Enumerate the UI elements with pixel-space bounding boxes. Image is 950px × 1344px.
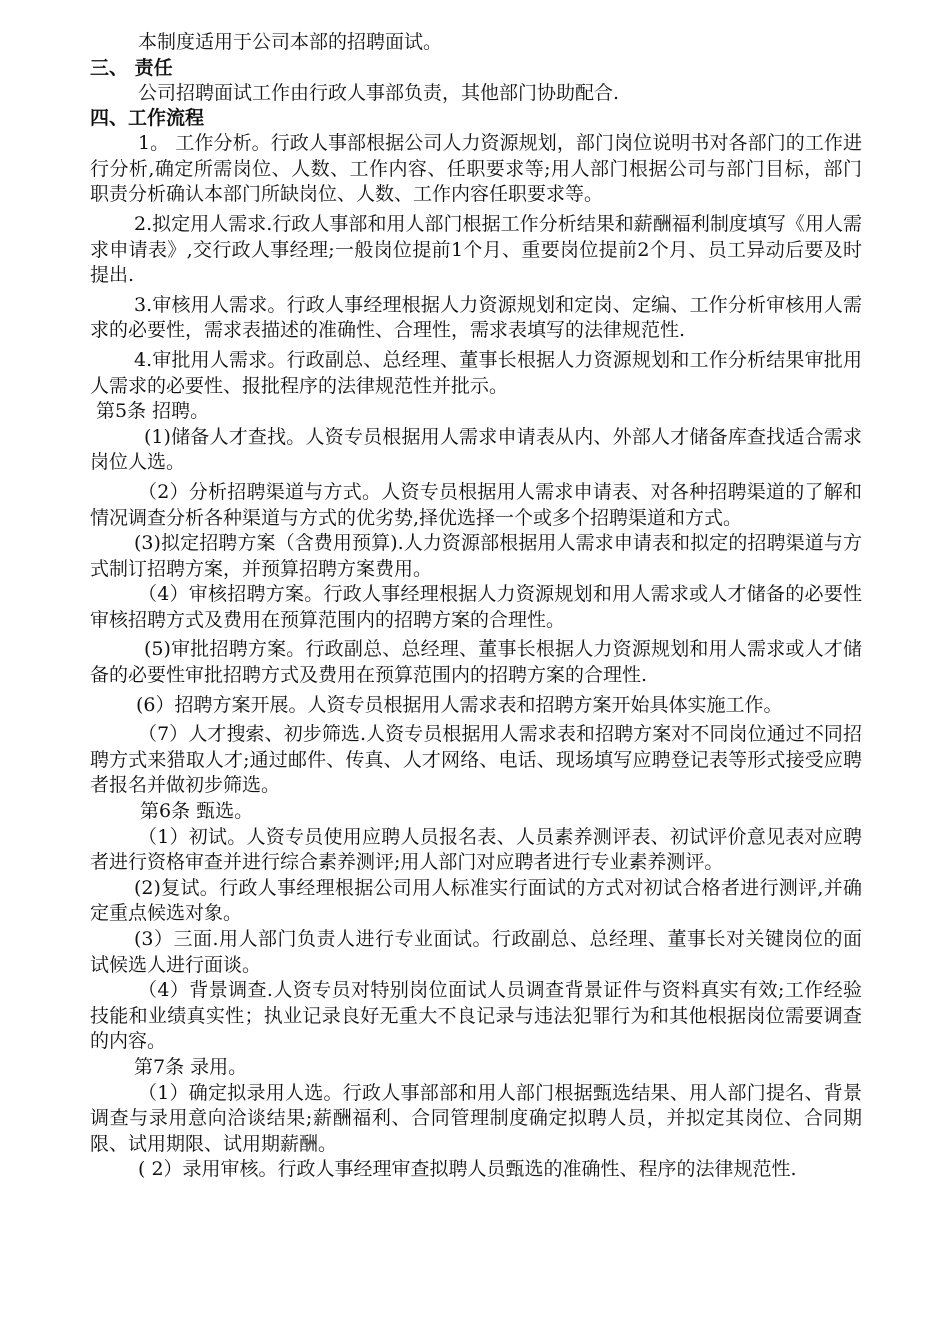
section-4-heading: 四、工作流程 — [90, 107, 205, 130]
step-2-paragraph: 2.拟定用人需求.行政人事部和用人部门根据工作分析结果和薪酬福利制度填写《用人需求申请表》,交行政人事经理;一般岗位提前1个月、重要岗位提前2个月、员工异动后要及时提出. — [90, 212, 862, 287]
document-page — [90, 30, 862, 1183]
article-6-item-2: (2)复试。行政人事经理根据公司用人标准实行面试的方式对初试合格者进行测评,并确定重点候选对象。 — [90, 876, 862, 925]
section-3-heading: 三、 责任 — [90, 56, 173, 79]
step-1-paragraph: 1。 工作分析。行政人事部根据公司人力资源规划，部门岗位说明书对各部门的工作进行分析,确定所需岗位、人数、工作内容、任职要求等;用人部门根据公司与部门目标，部门职责分析确认本部门所缺岗位、人数、工作内容任职要求等。 — [90, 132, 862, 206]
article-5-item-7: （7）人才搜索、初步筛选.人资专员根据用人需求表和招聘方案对不同岗位通过不同招聘方式来猎取人才;通过邮件、传真、人才网络、电话、现场填写应聘登记表等形式接受应聘者报名并做初步筛选。 — [90, 723, 862, 797]
article-7-title: 第7条 录用。 — [134, 1055, 248, 1078]
article-6-item-4: （4）背景调查.人资专员对特别岗位面试人员调查背景证件与资料真实有效;工作经验技能和业绩真实性；执业记录良好无重大不良记录与违法犯罪行为和其他根据岗位需要调查的内容。 — [90, 979, 862, 1053]
article-7-item-2: ( 2）录用审核。行政人事经理审查拟聘人员甄选的准确性、程序的法律规范性. — [138, 1158, 797, 1181]
article-5-item-6: (6）招聘方案开展。人资专员根据用人需求表和招聘方案开始具体实施工作。 — [136, 693, 783, 716]
article-5-title: 第5条 招聘。 — [96, 400, 210, 423]
article-5-item-5: (5)审批招聘方案。行政副总、总经理、董事长根据人力资源规划和用人需求或人才储备的必要性审批招聘方式及费用在预算范围内的招聘方案的合理性. — [90, 638, 862, 687]
article-5-item-3: (3)拟定招聘方案（含费用预算).人力资源部根据用人需求申请表和拟定的招聘渠道与方式制订招聘方案，并预算招聘方案费用。 — [90, 532, 862, 580]
article-5-item-4: （4）审核招聘方案。行政人事经理根据人力资源规划和用人需求或人才储备的必要性审核招聘方式及费用在预算范围内的招聘方案的合理性。 — [90, 583, 862, 631]
article-5-item-1: (1)储备人才查找。人资专员根据用人需求申请表从内、外部人才储备库查找适合需求岗位人选。 — [90, 425, 862, 474]
section-3-body: 公司招聘面试工作由行政人事部负责，其他部门协助配合. — [138, 81, 620, 104]
article-6-item-3: (3）三面.用人部门负责人进行专业面试。行政副总、总经理、董事长对关键岗位的面试候选人进行面谈。 — [90, 928, 862, 976]
article-7-item-1: （1）确定拟录用人选。行政人事部部和用人部门根据甄选结果、用人部门提名、背景调查与录用意向洽谈结果;薪酬福利、合同管理制度确定拟聘人员，并拟定其岗位、合同期限、试用期限、试用期薪酬。 — [90, 1081, 862, 1155]
article-6-item-1: （1）初试。人资专员使用应聘人员报名表、人员素养测评表、初试评价意见表对应聘者进行资格审查并进行综合素养测评;用人部门对应聘者进行专业素养测评。 — [90, 825, 862, 874]
article-5-item-2: （2）分析招聘渠道与方式。人资专员根据用人需求申请表、对各种招聘渠道的了解和情况调查分析各种渠道与方式的优劣势,择优选择一个或多个招聘渠道和方式。 — [90, 480, 862, 529]
step-4-paragraph: 4.审批用人需求。行政副总、总经理、董事长根据人力资源规划和工作分析结果审批用人需求的必要性、报批程序的法律规范性并批示。 — [90, 348, 862, 397]
step-3-paragraph: 3.审核用人需求。行政人事经理根据人力资源规划和定岗、定编、工作分析审核用人需求的必要性，需求表描述的准确性、合理性，需求表填写的法律规范性. — [90, 293, 862, 342]
scope-paragraph: 本制度适用于公司本部的招聘面试。 — [138, 31, 443, 53]
article-6-title: 第6条 甄选。 — [140, 800, 254, 823]
